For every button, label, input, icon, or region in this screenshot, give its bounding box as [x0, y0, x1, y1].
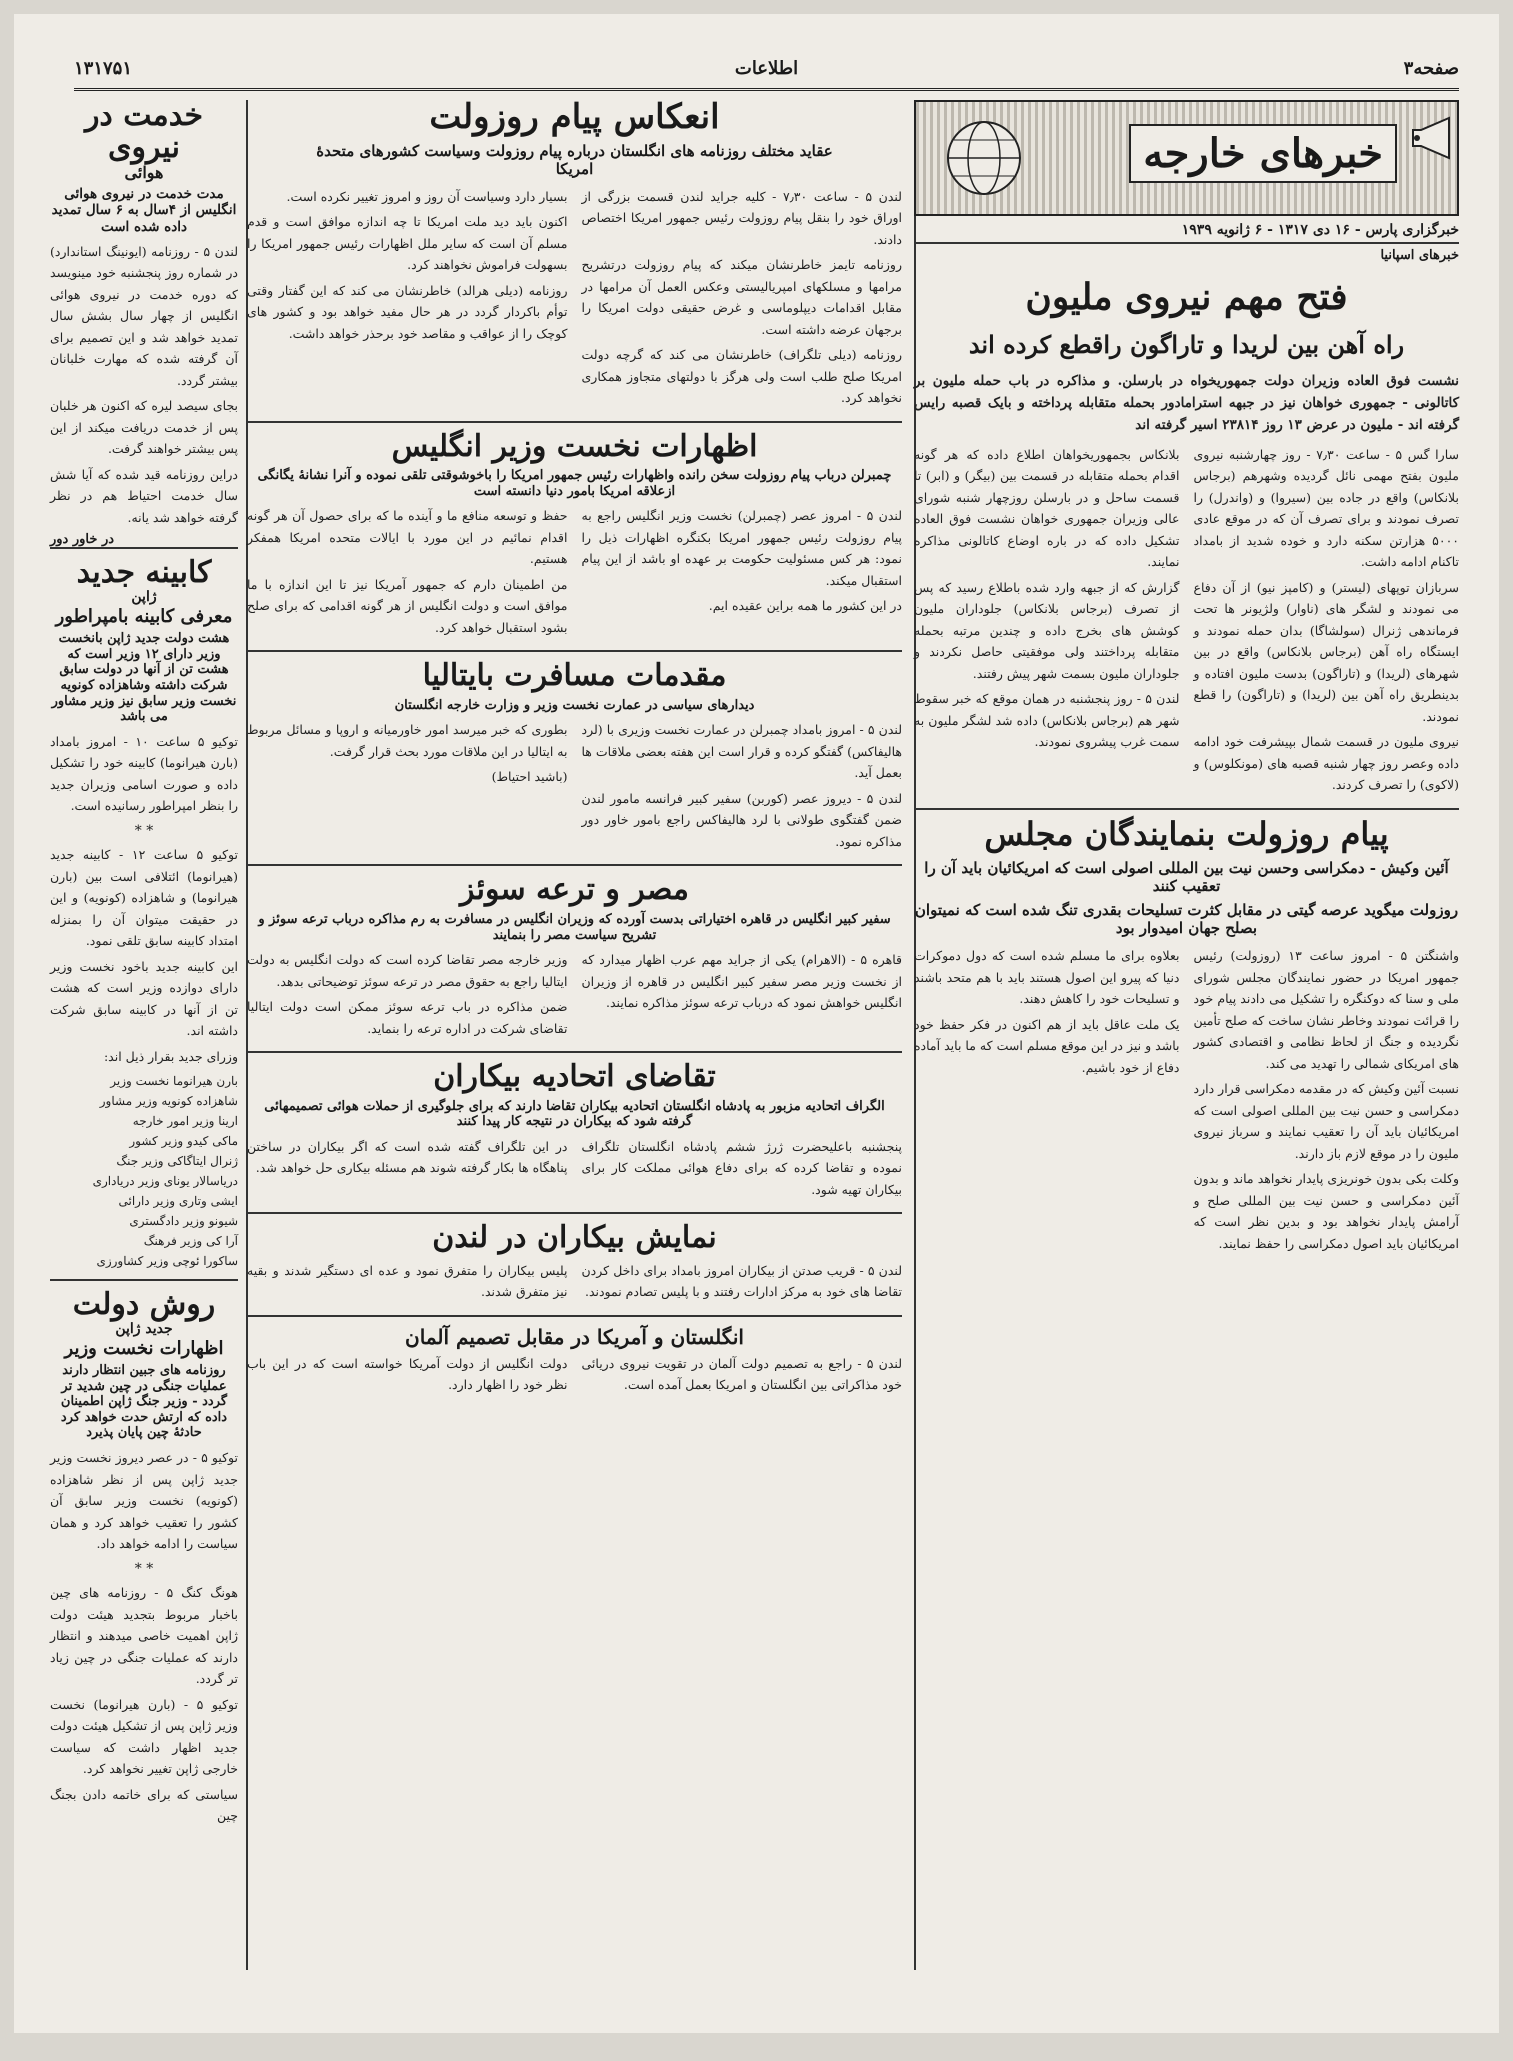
chamberlain-headline: اظهارات نخست وزیر انگلیس — [391, 428, 758, 464]
separator-stars: * * — [134, 1560, 154, 1577]
minister-entry: بارن هیرانوما نخست وزیر — [110, 1074, 238, 1089]
roosevelt-subheadline: آئین وکیش - دمکراسی وحسن نیت بین المللی اصولی است که امریکائیان باید آن را تعقیب کنند — [924, 859, 1449, 896]
japan-policy-headline: روش دولت — [72, 1287, 216, 1323]
airforce-subheadline: مدت خدمت در نیروی هوائی انگلیس از ۴سال به ۶ سال تمدید داده شده است — [51, 186, 237, 235]
unemployed-union-subheadline: الگراف اتحادیه مزبور به پادشاه انگلستان اتحادیه بیکاران تقاضا دارند که برای جلوگیری از حملات هوائی تصمیمهائی گرفته شود که بیکاران در نتیجه کار پیدا کنند — [264, 1098, 885, 1130]
italy-paragraph: لندن ۵ - دیروز عصر (کوربن) سفیر کبیر فرانسه مامور لندن ضمن گفتگوی طولانی با لرد هالیفاکس راجع بامور خاور دور مذاکره نمود. — [581, 790, 903, 849]
foreign-news-banner — [914, 100, 1459, 216]
cabinet-paragraph: این کابینه جدید باخود نخست وزیر دارای دوازده وزیر است که هشت تن از آنها در کابینه سابق شرکت داشته اند. — [50, 958, 238, 1039]
unemployed-union-headline: تقاضای اتحادیه بیکاران — [433, 1059, 716, 1095]
unemployed-paragraph: پنجشنبه باعلیحضرت ژرژ ششم پادشاه انگلستان تلگراف نموده و تقاضا کرده که برای دفاع هوائی مملکت کار برای بیکاران تهیه شود. — [581, 1138, 902, 1197]
chamberlain-paragraph: من اطمینان دارم که جمهور آمریکا نیز تا این اندازه با ما موافق است و دولت انگلیس از هر گونه اقدامی که برای صلح بشود استقبال خواهد کرد. — [247, 576, 568, 635]
italy-paragraph: لندن ۵ - امروز بامداد چمبرلن در عمارت نخست وزیری با (لرد هالیفاکس) گفتگو کرده و قرار است این هفته بعضی ملاقات ها بعمل آید. — [581, 722, 903, 781]
reaction-paragraph: بسیار دارد وسیاست آن روز و امروز تغییر نکرده است. — [286, 188, 568, 204]
reaction-paragraph: اکنون باید دید ملت امریکا تا چه اندازه موافق است و قدم مسلم آن است که سایر ملل اظهارات رئیس جمهور امریکا را بسهولت فراموش نخواهند کرد. — [247, 214, 568, 273]
minister-entry: آرا کی وزیر فرهنگ — [143, 1234, 238, 1249]
reaction-paragraph: لندن ۵ - ساعت ۷٫۳۰ - کلیه جراید لندن قسمت بزرگی از اوراق خود را بنقل پیام روزولت رئیس جمهور امریکا اختصاص دادند. — [581, 188, 902, 247]
unemployed-demo-headline: نمایش بیکاران در لندن — [432, 1220, 717, 1256]
egypt-subheadline: سفیر کبیر انگلیس در قاهره اختیاراتی بدست آورده که وزیران انگلیس در مسافرت به رم مذاکره درباب ترعه سوئز و تشریح سیاست مصر را بنمایند — [258, 911, 891, 943]
cabinet-paragraph: وزرای جدید بقرار ذیل اند: — [103, 1048, 238, 1064]
egypt-paragraph: وزیر خارجه مصر تقاضا کرده است که دولت انگلیس به دولت ایتالیا راجع به حقوق مصر در ترعه سوئز توضیحاتی بدهد. — [247, 952, 568, 989]
chamberlain-paragraph: در این کشور ما همه براین عقیده ایم. — [708, 598, 902, 614]
divider — [247, 1051, 902, 1053]
globe-icon — [936, 116, 1032, 200]
reaction-paragraph: روزنامه (دیلی هرالد) خاطرنشان می کند که این گفتار وقتی توأم باکردار گردد در هر حال مفید خواهد بود و کشور های کوچک را از عواقب و مقاصد خود برحذر خواهد داشت. — [247, 282, 568, 341]
egypt-paragraph: قاهره ۵ - (الاهرام) یکی از جراید مهم عرب اظهار میدارد که از نخست وزیر مصر سفیر کبیر انگلیس در قاهره از وزیران انگلیس خواهش نمود که درباب ترعه سوئز مذاکره نمایند. — [581, 952, 902, 1011]
demo-paragraph: لندن ۵ - قریب صدتن از بیکاران امروز بامداد برای داخل کردن تقاضا های خود به مرکز ادارات رفتند و با پلیس تصادم نمودند. — [581, 1262, 902, 1300]
minister-entry: شاهزاده کونویه وزیر مشاور — [99, 1094, 238, 1109]
roosevelt-paragraph: نسبت آئین وکیش که در مقدمه دمکراسی قرار دارد دمکراسی و حسن نیت بین المللی اصولی است که امریکائیان باید آن را تعقیب نمایند و سرباز نیروی ملیون را در موقع لازم باز دارند. — [1193, 1081, 1459, 1161]
italy-paragraph: بطوری که خبر میرسد امور خاورمیانه و اروپا و مسائل مربوط به ایتالیا در این ملاقات مورد بحث قرار گرفت. — [247, 722, 568, 759]
spain-subheadline: راه آهن بین لریدا و تاراگون راقطع کرده اند — [968, 329, 1405, 359]
foreign-news-column — [914, 100, 1459, 1258]
left-news-column — [50, 100, 238, 1831]
divider — [247, 1315, 902, 1317]
dateline: خبرگزاری پارس - ۱۶ دی ۱۳۱۷ - ۶ ژانویه ۱۹۳۹ — [914, 216, 1459, 244]
issue-number: ۱۳۱۷۵۱ — [74, 58, 133, 79]
spain-paragraph: سارا گس ۵ - ساعت ۷٫۳۰ - روز چهارشنبه نیروی ملیون بفتح مهمی نائل گردیده وشهرهم (برجاس بلانکاس) واقع در جاده بین (سیروا) و (واندرل) را تصرف نمودند و برای تصرف آن که در موقع عادی ۵۰۰۰ هزارتن سکنه دارد و خوده شدید از بامداد تاکنام ادامه داشت. — [1193, 446, 1459, 570]
spain-paragraph: بلانکاس بجمهوریخواهان اطلاع داده که هر گونه اقدام بحمله متقابله در قسمت بین (بیگر) و (ابر) تا قسمت ساحل و در بارسلن روزچهار شنبه شورای عالی وزیران جمهوری خواهان نشست فوق العاده تشکیل داده که در باره اوضاع کاتالونی مذاکره نمایند. — [914, 446, 1180, 570]
reaction-paragraph: روزنامه تایمز خاطرنشان میکند که پیام روزولت درتشریح مرامها و مسلکهای امپریالیستی وعکس العمل آن مرامها در مقابل اقدامات دیپلوماسی و غرض حقیقی دولت امریکا را برجهان عرضه داشته است. — [581, 257, 902, 337]
egypt-headline: مصر و ترعه سوئز — [460, 872, 689, 908]
japan-cabinet-deck: هشت دولت جدید ژاپن بانخست وزیر دارای ۱۲ وزیر است که هشت تن از آنها در دولت سابق شرکت داشته وشاهزاده کونویه نخست وزیر سابق نیز وزیر مشاور می باشد — [51, 631, 237, 725]
italy-headline: مقدمات مسافرت بایتالیا — [422, 658, 727, 694]
divider — [247, 650, 902, 652]
chamberlain-paragraph: لندن ۵ - امروز عصر (چمبرلن) نخست وزیر انگلیس راجع به پیام روزولت رئیس جمهور امریکا بکنگره اظهارات ذیل را نمود: هر کس مسئولیت حکومت بر عهده او باشد از این پیام استقبال میکند. — [581, 508, 903, 588]
spain-paragraph: لندن ۵ - روز پنجشنبه در همان موقع که خبر سقوط شهر هم (برجاس بلانکاس) داده شد لشگر ملیون به سمت غرب پیشروی نمودند. — [914, 691, 1180, 750]
roosevelt-headline: پیام روزولت بنمایندگان مجلس — [984, 814, 1389, 853]
italy-paragraph: (باشید احتیاط) — [491, 769, 568, 785]
divider — [247, 864, 902, 866]
unemployed-paragraph: در این تلگراف گفته شده است که اگر بیکاران در ساختن پناهگاه ها بکار گرفته شوند هم مسئله بیکاری حل خواهد شد. — [247, 1138, 568, 1176]
roosevelt-paragraph: واشنگتن ۵ - امروز ساعت ۱۳ (روزولت) رئیس جمهور امریکا در حضور نمایندگان مجلس شورای ملی و سنا که دوکنگره را تشکیل می دادند پیام خود را قرائت نمودند وخاطر نشان ساخت که صلح تأمین نگردیده و جنگ از لحاظ نظامی و اقتصادی کشور های امریکای شمالی را تهدید می کند. — [1193, 948, 1460, 1071]
minister-entry: دریاسالار یونای وزیر دریاداری — [92, 1174, 238, 1189]
italy-subheadline: دیدارهای سیاسی در عمارت نخست وزیر و وزارت خارجه انگلستان — [394, 697, 755, 713]
divider — [247, 421, 902, 423]
policy-paragraph: هونگ کنگ ۵ - روزنامه های چین باخبار مربوط بتجدید هیئت دولت ژاپن اهمیت خاصی میدهند و انتظار دارند که عملیات جنگی در چین زیاد تر گردد. — [50, 1585, 238, 1687]
newspaper-page — [14, 14, 1499, 2033]
roosevelt-paragraph: یک ملت عاقل باید از هم اکنون در فکر حفظ خود باشد و نیز در این موقع مسلم است که ما باید آماده دفاع از خود باشیم. — [914, 1016, 1180, 1075]
japan-label: ژاپن — [131, 588, 157, 605]
england-america-headline: انگلستان و آمریکا در مقابل تصمیم آلمان — [405, 1324, 744, 1349]
roosevelt-paragraph: بعلاوه برای ما مسلم شده است که دول دموکرات دنیا که پیرو این اصول هستند باید با هم متحد باشند و تسلیحات خود را کاهش دهند. — [914, 948, 1180, 1007]
section-label: خبرهای اسپانیا — [1380, 248, 1459, 263]
roosevelt-subheadline-2: روزولت میگوید عرصه گیتی در مقابل کثرت تسلیحات بقدری تنگ شده است که نمیتوان بصلح جهان امیدوار بود — [914, 901, 1459, 938]
page-label: صفحه۳ — [1403, 58, 1459, 79]
policy-paragraph: توکیو ۵ - در عصر دیروز نخست وزیر جدید ژاپن پس از نظر شاهزاده (کونویه) نخست وزیر سابق آن کشور را تعقیب خواهد کرد و همان سیاست را ادامه خواهد داد. — [50, 1450, 238, 1552]
policy-paragraph: توکیو ۵ - (بارن هیرانوما) نخست وزیر ژاپن پس از تشکیل هیئت دولت جدید اظهار داشت که سیاست خارجی ژاپن تغییر نخواهد کرد. — [50, 1696, 238, 1777]
airforce-headline-2: هوائی — [124, 163, 164, 182]
gramophone-horn-icon — [1409, 112, 1453, 164]
roosevelt-paragraph: وکلت بکی بدون خونریزی پایدار نخواهد ماند و بدون آئین دمکراسی و حسن نیت بین المللی صلح و آرامش پایدار نخواهد بود و بدین نظر است که امریکائیان باید اصول دمکراسی را حفظ نمایند. — [1193, 1171, 1459, 1251]
japan-pm-statement-headline: اظهارات نخست وزیر — [64, 1337, 224, 1359]
banner-title: خبرهای خارجه — [1129, 124, 1397, 183]
minister-entry: ماکی کیدو وزیر کشور — [129, 1134, 238, 1149]
airforce-paragraph: دراین روزنامه قید شده که آیا شش سال خدمت احتیاط هم در نظر گرفته خواهد شد یانه. — [50, 466, 238, 525]
middle-news-column — [247, 97, 903, 1400]
airforce-paragraph: لندن ۵ - روزنامه (ایونینگ استاندارد) در شماره روز پنجشنبه خود مینویسد که دوره خدمت در نیروی هوائی انگلیس از چهار سال بشش سال تمدید خواهد شد و این تصمیم برای آن گرفته شده که مهارت خلبانان بیشتر گردد. — [50, 243, 238, 388]
divider — [50, 1279, 238, 1281]
japan-cabinet-subheadline: معرفی کابینه بامپراطور — [55, 605, 233, 627]
egypt-paragraph: ضمن مذاکره در باب ترعه سوئز ممکن است دولت ایتالیا تقاضای شرکت در اداره ترعه را بنماید. — [247, 999, 568, 1036]
minister-entry: شیونو وزیر دادگستری — [129, 1214, 238, 1229]
separator-stars: * * — [134, 822, 154, 839]
england-paragraph: دولت انگلیس از دولت آمریکا خواسته است که در این باب نظر خود را اظهار دارد. — [247, 1355, 568, 1393]
roosevelt-reaction-headline: انعکاس پیام روزولت — [429, 97, 720, 137]
paper-name: اطلاعات — [734, 58, 799, 79]
reaction-paragraph: روزنامه (دیلی تلگراف) خاطرنشان می کند که گرچه دولت امریکا صلح طلب است ولی هرگز با دولتهای متجاوز همکاری نخواهد کرد. — [581, 347, 902, 406]
minister-entry: ایشی وتاری وزیر دارائی — [118, 1194, 238, 1209]
airforce-headline: خدمت در نیروی — [84, 98, 204, 165]
airforce-paragraph: بجای سیصد لیره که اکنون هر خلبان پس از خدمت دریافت میکند از این پس بیشتر خواهند گرفت. — [50, 398, 238, 457]
spain-paragraph: نیروی ملیون در قسمت شمال بپیشرفت خود ادامه داده وعصر روز چهار شنبه قصبه های (مونکلوس) و (لاکوی) را تصرف کردند. — [1193, 734, 1459, 793]
divider — [247, 1212, 902, 1214]
minister-entry: ارینا وزیر امور خارجه — [132, 1114, 238, 1129]
spain-headline: فتح مهم نیروی ملیون — [1025, 276, 1348, 318]
chamberlain-subheadline: چمبرلن درباب پیام روزولت سخن رانده واظهارات رئیس جمهور امریکا را باخوشوقتی تلقی نموده و آنرا نشانهٔ یگانگی ازعلاقه امریکا بامور دنیا دانسته است — [257, 468, 892, 499]
masthead — [74, 58, 1459, 91]
england-paragraph: لندن ۵ - راجع به تصمیم دولت آلمان در تقویت نیروی دریائی خود مذاکراتی بین انگلستان و امریکا بعمل آمده است. — [581, 1355, 903, 1393]
far-east-label: در خاور دور — [50, 532, 238, 549]
japan-cabinet-headline: کابینه جدید — [76, 555, 212, 591]
chamberlain-paragraph: حفظ و توسعه منافع ما و آینده ما که برای حصول آن هر گونه اقدام نمائیم در این مورد با ایالات متحده امریکا همفکر هستیم. — [247, 508, 568, 567]
demo-paragraph: پلیس بیکاران را متفرق نمود و عده ای دستگیر شدند و بقیه نیز متفرق شدند. — [247, 1262, 568, 1300]
japan-policy-label: جدید ژاپن — [115, 1320, 173, 1337]
cabinet-paragraph: توکیو ۵ ساعت ۱۲ - کابینه جدید (هیرانوما) ائتلافی است بین (بارن هیرانوما) و شاهزاده (کونویه) و این در حقیقت میتوان آن را بمنزله امتداد کابینه سابق تلقی نمود. — [50, 847, 238, 949]
minister-entry: ساکورا ئوچی وزیر کشاورزی — [96, 1254, 238, 1269]
spain-lede: نشست فوق العاده وزیران دولت جمهوریخواه در بارسلن. و مذاکره در باب حمله ملیون بر کاتالونی - جمهوری خواهان نیز در جبهه استرامادور بحمله متقابله پرداخته و بایک قصبه رایس گرفته اند - ملیون در عرض ۱۳ روز ۲۳۸۱۴ اسیر گرفته اند — [914, 372, 1459, 433]
policy-paragraph: سیاستی که برای خاتمه دادن بجنگ چین — [50, 1786, 238, 1824]
spain-paragraph: گزارش که از جبهه وارد شده باطلاع رسید که پس از تصرف (برجاس بلانکاس) جلوداران ملیون کوشش های بخرج داده و چندین مرتبه بحمله متقابله پرداختند ولی موفقیتی حاصل نکردند و جلوداران ملیون بسمت شهر پیش رفتند. — [914, 579, 1180, 681]
divider — [914, 808, 1459, 810]
japan-policy-deck: روزنامه های جبین انتظار دارند عملیات جنگی در چین شدید تر گردد - وزیر جنگ ژاپن اطمینان داده که ارتش حدت خواهد کرد حادثهٔ چین پایان پذیرد — [60, 1363, 228, 1441]
cabinet-paragraph: توکیو ۵ ساعت ۱۰ - امروز بامداد (بارن هیرانوما) کابینه خود را تشکیل داده و صورت اسامی وزیران جدید را بنظر امپراطور رسانیده است. — [50, 733, 238, 814]
minister-entry: ژنرال ایتاگاکی وزیر جنگ — [116, 1154, 238, 1169]
roosevelt-reaction-subheadline: عقاید مختلف روزنامه های انگلستان درباره پیام روزولت وسیاست کشورهای متحدهٔ امریکا — [316, 141, 833, 178]
spain-paragraph: سربازان توپهای (لیستر) و (کامپز نیو) از آن دفاع می نمودند و لشگر های (ناوار) ولژیونر ها تحت فرماندهی ژنرال (سولشاگا) بدان حمله نمودند و ایستگاه راه آهن (برجاس بلانکاس) واقع در بین شهرهای (لریدا) و (تاراگون) بدست ملیون افتاده و بدینطریق راه آهن بین (لریدا) و (تاراگون) را قطع نمودند. — [1193, 579, 1459, 724]
